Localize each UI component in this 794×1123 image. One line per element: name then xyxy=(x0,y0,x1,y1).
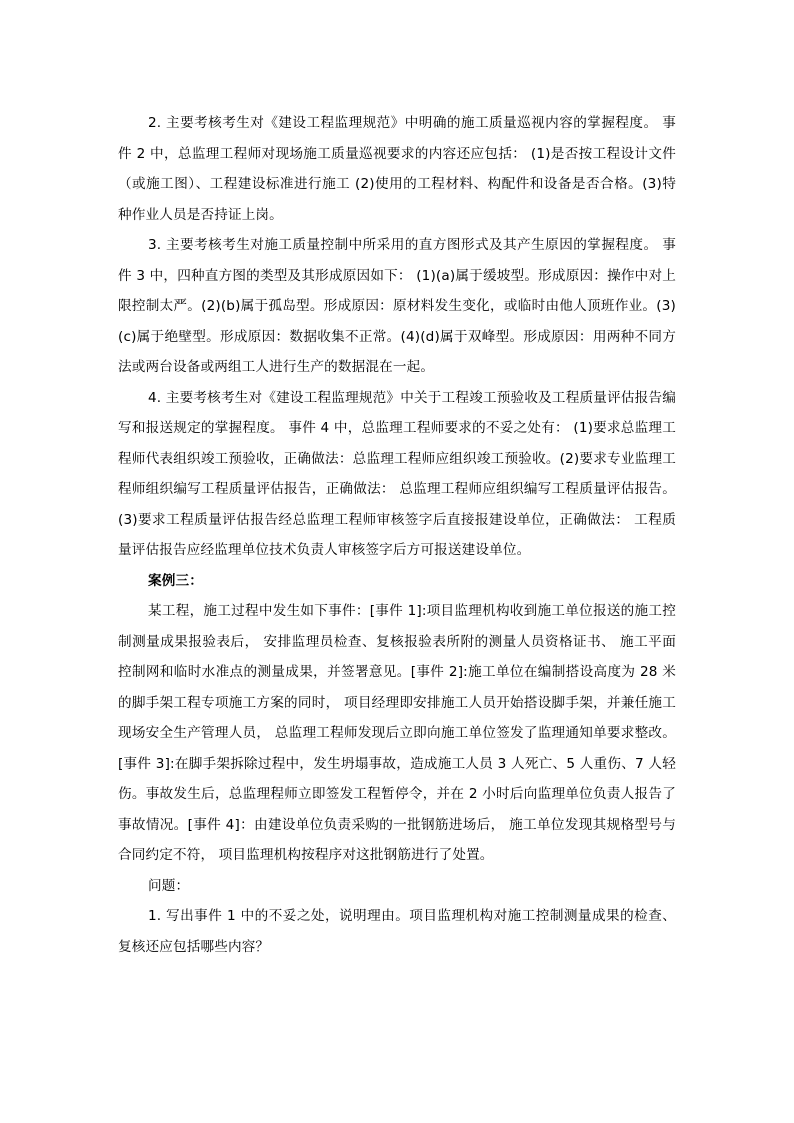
answer-paragraph-2: 2. 主要考核考生对《建设工程监理规范》中明确的施工质量巡视内容的掌握程度。 事件 2 中，总监理工程师对现场施工质量巡视要求的内容还应包括： (1)是否按工程设计文件（或施工图）、工程建设标准进行施工 (2)使用的工程材料、构配件和设备是否合格。(3)特种作业人员是否持证上岗。 xyxy=(118,115,676,223)
case-three-heading: 案例三： xyxy=(148,572,203,589)
questions-label: 问题： xyxy=(148,877,190,894)
case-three-description: 某工程，施工过程中发生如下事件：[事件 1]:项目监理机构收到施工单位报送的施工控制测量成果报验表后， 安排监理员检查、复核报验表所附的测量人员资格证书、 施工平面控制网和临时水准点的测量成果，并签署意见。[事件 2]:施工单位在编制搭设高度为 28 米的脚手架工程专项施工方案的同时， 项目经理即安排施工人员开始搭设脚手架，并兼任施工现场安全生产管理人员， 总监理工程师发现后立即向施工单位签发了监理通知单要求整改。[事件 3]:在脚手架拆除过程中，发生坍塌事故，造成施工人员 3 人死亡、5 人重伤、7 人轻伤。事故发生后，总监理程师立即签发工程暂停令，并在 2 小时后向监理单位负责人报告了事故情况。[事件 4]：由建设单位负责采购的一批钢筋进场后， 施工单位发现其规格型号与合同约定不符， 项目监理机构按程序对这批钢筋进行了处置。 xyxy=(118,603,676,863)
answer-paragraph-4: 4. 主要考核考生对《建设工程监理规范》中关于工程竣工预验收及工程质量评估报告编写和报送规定的掌握程度。 事件 4 中，总监理工程师要求的不妥之处有： (1)要求总监理工程师代表组织竣工预验收，正确做法：总监理工程师应组织竣工预验收。(2)要求专业监理工程师组织编写工程质量评估报告，正确做法： 总监理工程师应组织编写工程质量评估报告。(3)要求工程质量评估报告经总监理工程师审核签字后直接报建设单位，正确做法： 工程质量评估报告应经监理单位技术负责人审核签字后方可报送建设单位。 xyxy=(118,389,676,558)
document-body xyxy=(118,108,676,962)
question-1: 1. 写出事件 1 中的不妥之处，说明理由。项目监理机构对施工控制测量成果的检查、复核还应包括哪些内容？ xyxy=(118,908,676,955)
answer-paragraph-3: 3. 主要考核考生对施工质量控制中所采用的直方图形式及其产生原因的掌握程度。 事件 3 中，四种直方图的类型及其形成原因如下： (1)(a)属于缓坡型。形成原因：操作中对上限控制太严。(2)(b)属于孤岛型。形成原因：原材料发生变化，或临时由他人顶班作业。(3)(c)属于绝壁型。形成原因：数据收集不正常。(4)(d)属于双峰型。形成原因：用两种不同方法或两台设备或两组工人进行生产的数据混在一起。 xyxy=(118,237,676,375)
